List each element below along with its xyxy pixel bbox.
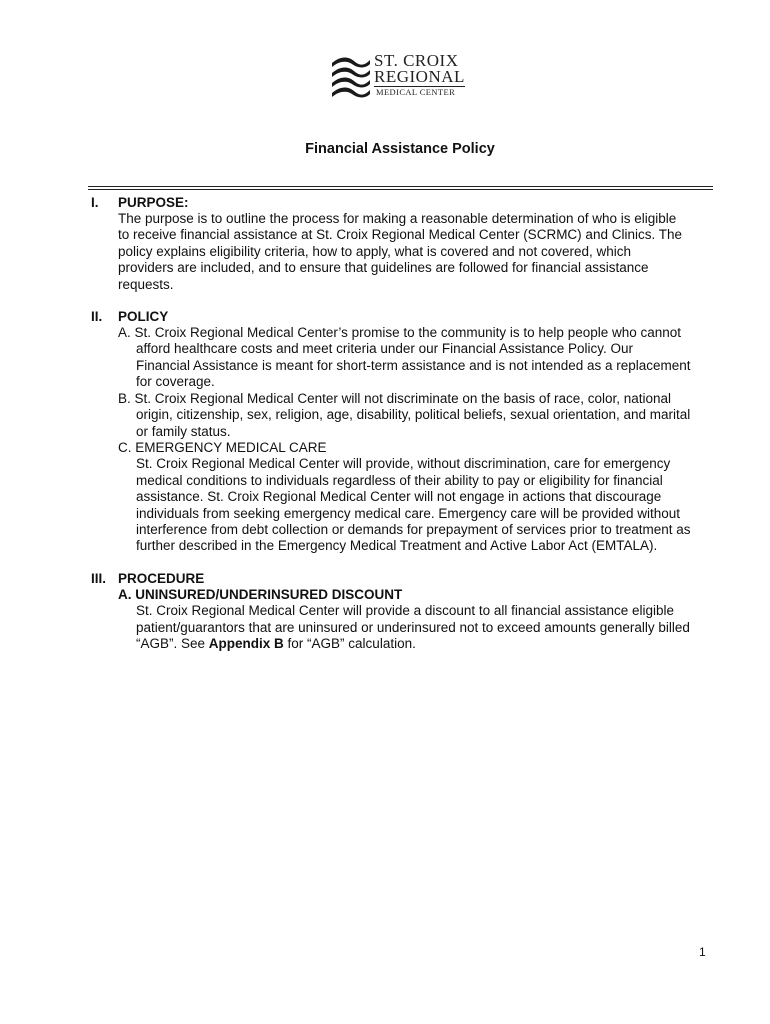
text-line: providers are included, and to ensure that guidelines are followed for financial assistance <box>118 260 649 276</box>
document-title: Financial Assistance Policy <box>305 141 495 157</box>
text-line: to receive financial assistance at St. Croix Regional Medical Center (SCRMC) and Clinics. The <box>118 227 682 243</box>
text-line: B. St. Croix Regional Medical Center will not discriminate on the basis of race, color, national <box>118 391 672 406</box>
section-heading-policy: POLICY <box>118 309 169 324</box>
text-line: afford healthcare costs and meet criteria under our Financial Assistance Policy. Our <box>136 341 633 357</box>
text-line: patient/guarantors that are uninsured or underinsured not to exceed amounts generally billed <box>136 619 690 635</box>
section-number-purpose: I. <box>91 195 99 210</box>
policy-c-heading: C. EMERGENCY MEDICAL CARE <box>118 440 327 455</box>
procedure-a-heading: A. UNINSURED/UNDERINSURED DISCOUNT <box>118 587 403 602</box>
title-rule-top <box>88 186 713 187</box>
purpose-paragraph <box>118 211 682 293</box>
text-line: St. Croix Regional Medical Center will provide, without discrimination, care for emergency <box>136 456 671 472</box>
text-line: Financial Assistance is meant for short-term assistance and is not intended as a replacement <box>136 357 691 373</box>
policy-item-b <box>118 391 690 440</box>
logo-line-2: REGIONAL <box>374 67 465 86</box>
text-fragment: “AGB”. See <box>136 636 209 652</box>
text-line: individuals from seeking emergency medical care. Emergency care will be provided without <box>136 505 681 521</box>
text-line: A. St. Croix Regional Medical Center’s promise to the community is to help people who cannot <box>118 325 682 340</box>
text-line: assistance. St. Croix Regional Medical Center will not engage in actions that discourage <box>136 489 662 505</box>
text-line: St. Croix Regional Medical Center will provide a discount to all financial assistance eligible <box>136 603 675 619</box>
page-number: 1 <box>699 945 706 959</box>
text-line <box>118 636 690 652</box>
logo-line-3: MEDICAL CENTER <box>376 87 456 97</box>
text-line: The purpose is to outline the process for making a reasonable determination of who is eligible <box>118 211 677 226</box>
text-line: for coverage. <box>136 374 215 390</box>
section-heading-procedure: PROCEDURE <box>118 571 205 586</box>
text-line: interference from debt collection or demands for prepayment of services prior to treatment as <box>136 522 691 538</box>
text-line: origin, citizenship, sex, religion, age, disability, political beliefs, sexual orientation, and marital <box>136 407 691 423</box>
text-fragment: for “AGB” calculation. <box>283 636 416 652</box>
appendix-b-reference: Appendix B <box>208 636 284 652</box>
logo-line-1: ST. CROIX <box>374 51 459 70</box>
title-rule-bottom <box>88 189 713 190</box>
scrmc-logo <box>330 52 470 102</box>
text-line: policy explains eligibility criteria, how to apply, what is covered and not covered, which <box>118 243 632 259</box>
policy-item-c <box>118 440 691 555</box>
text-line: or family status. <box>136 423 231 439</box>
text-line: further described in the Emergency Medical Treatment and Active Labor Act (EMTALA). <box>136 538 658 554</box>
section-number-policy: II. <box>91 309 103 324</box>
section-heading-purpose: PURPOSE: <box>118 195 189 210</box>
policy-item-a <box>118 325 691 391</box>
procedure-item-a <box>118 587 690 653</box>
text-line: requests. <box>118 276 174 292</box>
text-line: medical conditions to individuals regardless of their ability to pay or eligibility for financial <box>136 472 663 488</box>
logo-waves-icon <box>330 54 372 98</box>
section-number-procedure: III. <box>91 571 107 586</box>
